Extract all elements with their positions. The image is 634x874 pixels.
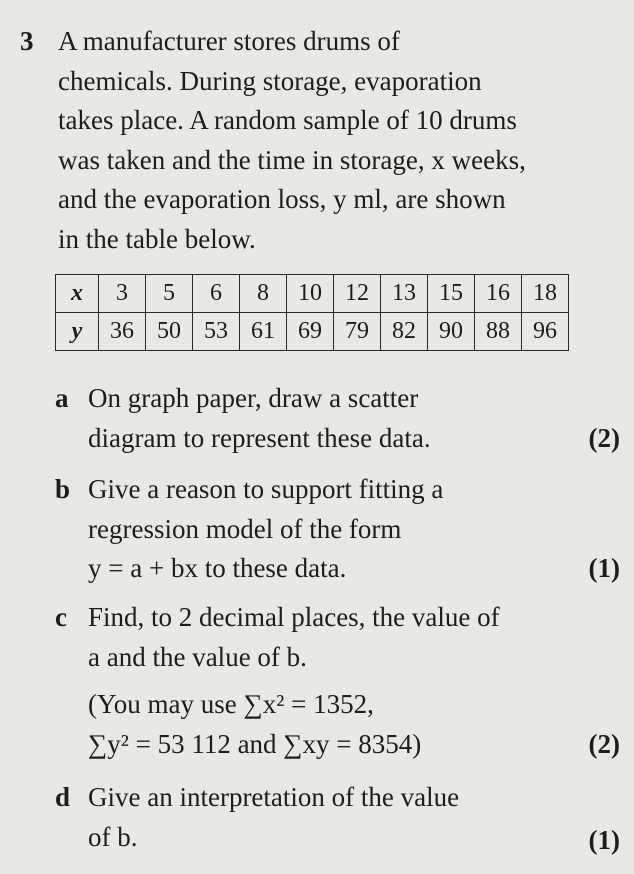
table-cell: 3	[99, 275, 146, 313]
part-label: a	[55, 383, 69, 413]
table-cell: 13	[381, 275, 428, 313]
data-table	[55, 274, 569, 351]
table-cell: 82	[381, 313, 428, 351]
part-c	[55, 598, 620, 764]
hint-line: (You may use ∑x² = 1352,	[88, 689, 374, 719]
part-text-line: Give an interpretation of the value	[88, 782, 460, 812]
part-label: d	[55, 782, 71, 812]
part-text-line: Give a reason to support fitting a	[88, 474, 444, 504]
part-text-line: Find, to 2 decimal places, the value of	[88, 602, 500, 632]
hint-line: ∑y² = 53 112 and ∑xy = 8354)	[88, 728, 422, 759]
part-label: c	[55, 602, 67, 632]
table-cell: 12	[334, 275, 381, 313]
question-intro	[58, 22, 628, 259]
table-cell: 61	[240, 313, 287, 351]
part-a	[55, 379, 620, 458]
table-cell: 96	[522, 313, 569, 351]
intro-line: takes place. A random sample of 10 drums	[58, 105, 517, 135]
table-cell: 79	[334, 313, 381, 351]
intro-line: chemicals. During storage, evaporation	[58, 65, 482, 96]
part-text-line: diagram to represent these data.	[88, 422, 431, 453]
intro-line: in the table below.	[58, 223, 256, 254]
table-row-x	[56, 275, 569, 313]
marks-label: (1)	[588, 825, 620, 855]
table-cell: 6	[193, 275, 240, 313]
part-d	[55, 778, 620, 857]
part-text-line: regression model of the form	[88, 513, 402, 544]
part-text-line: On graph paper, draw a scatter	[88, 383, 419, 413]
table-cell: 5	[146, 275, 193, 313]
table-cell: 90	[428, 313, 475, 351]
part-b	[55, 470, 620, 589]
row-header-x: x	[56, 275, 99, 313]
question-number: 3	[20, 26, 34, 56]
table-cell: 88	[475, 313, 522, 351]
intro-line: and the evaporation loss, y ml, are shown	[58, 184, 506, 214]
row-header-y: y	[56, 313, 99, 351]
part-text-line: y = a + bx to these data.	[88, 553, 347, 583]
table-cell: 53	[193, 313, 240, 351]
table-cell: 50	[146, 313, 193, 351]
part-text-line: a and the value of b.	[88, 641, 307, 672]
intro-line: was taken and the time in storage, x weeks,	[58, 144, 526, 175]
table-cell: 8	[240, 275, 287, 313]
table-cell: 18	[522, 275, 569, 313]
part-text-line: of b.	[88, 821, 138, 852]
table-cell: 15	[428, 275, 475, 313]
table-row-y	[56, 313, 569, 351]
table-cell: 69	[287, 313, 334, 351]
marks-label: (2)	[588, 422, 620, 453]
intro-line: A manufacturer stores drums of	[58, 26, 400, 56]
part-label: b	[55, 474, 71, 504]
table-cell: 16	[475, 275, 522, 313]
table-cell: 10	[287, 275, 334, 313]
table-cell: 36	[99, 313, 146, 351]
marks-label: (2)	[588, 728, 620, 759]
marks-label: (1)	[588, 553, 620, 583]
